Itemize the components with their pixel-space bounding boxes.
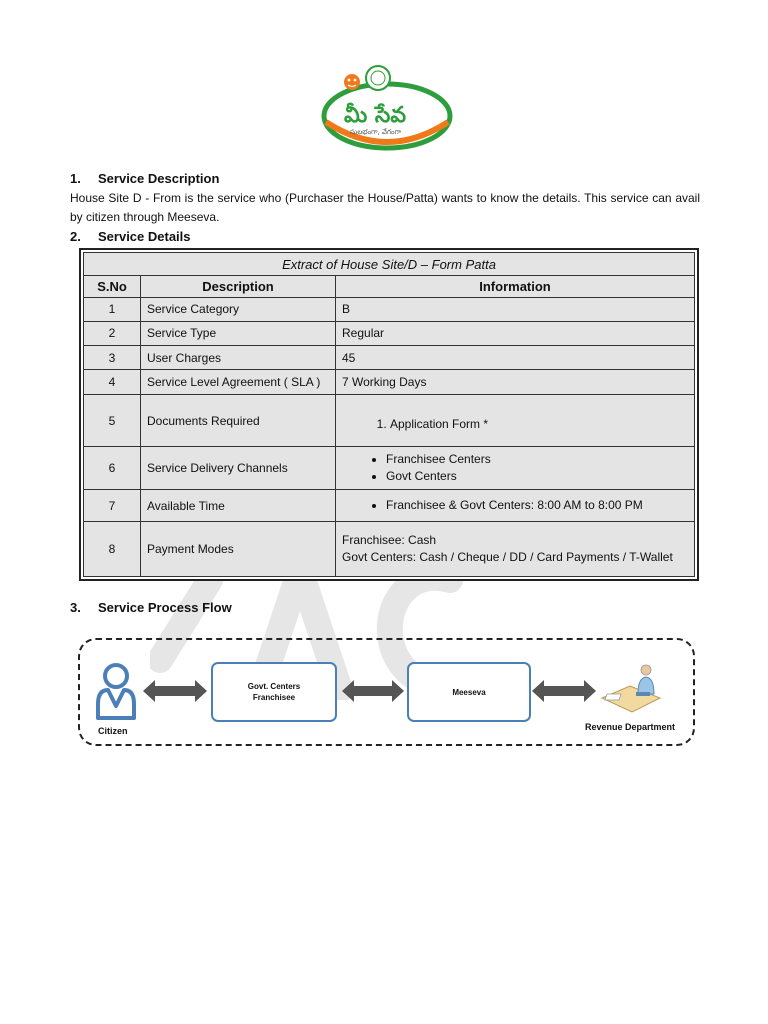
section-heading-description: [70, 171, 219, 186]
row-description: Service Type: [141, 321, 336, 345]
payment-line: Govt Centers: Cash / Cheque / DD / Card Payments / T-Wallet: [342, 550, 673, 565]
table-row: [84, 394, 695, 447]
row-sno: 2: [84, 321, 141, 345]
section-title: Service Details: [98, 229, 191, 244]
meeseva-box: [407, 662, 531, 722]
table-row: [84, 522, 695, 577]
column-header-sno: S.No: [84, 276, 141, 297]
double-arrow-icon: [532, 680, 596, 702]
payment-line: Franchisee: Cash: [342, 533, 437, 548]
box-line: Franchisee: [252, 693, 296, 702]
section-number: 3.: [70, 600, 81, 615]
section-number: 1.: [70, 171, 81, 186]
table-row: [84, 297, 695, 321]
column-header-description: Description: [141, 276, 336, 297]
row-sno: 6: [84, 447, 141, 490]
list-item: • Govt Centers: [386, 468, 688, 485]
row-sno: 4: [84, 370, 141, 394]
row-sno: 1: [84, 297, 141, 321]
row-sno: 5: [84, 394, 141, 447]
row-description: Documents Required: [141, 394, 336, 447]
row-description: Service Category: [141, 297, 336, 321]
row-information: 45: [336, 346, 695, 370]
row-information: [336, 489, 695, 521]
row-description: Payment Modes: [141, 522, 336, 577]
row-information: [336, 447, 695, 490]
row-description: Service Delivery Channels: [141, 447, 336, 490]
column-header-information: Information: [336, 276, 695, 297]
row-description: Available Time: [141, 489, 336, 521]
table-row: [84, 321, 695, 345]
govt-centers-franchisee-box: [211, 662, 337, 722]
section-heading-process-flow: [70, 600, 232, 615]
table-row: [84, 447, 695, 490]
row-description: User Charges: [141, 346, 336, 370]
citizen-icon: [94, 662, 138, 722]
citizen-label: Citizen: [98, 726, 128, 736]
svg-text:సులభంగా, వేగంగా: సులభంగా, వేగంగా: [350, 128, 402, 136]
row-information: 7 Working Days: [336, 370, 695, 394]
row-information: [336, 522, 695, 577]
section-title: Service Description: [98, 171, 220, 186]
service-description-text: House Site D - From is the service who (Purchaser the House/Patta) wants to know the details. This service can avail by citizen through Meeseva.: [70, 191, 700, 224]
row-description: Service Level Agreement ( SLA ): [141, 370, 336, 394]
row-information: [336, 394, 695, 447]
table-row: [84, 489, 695, 521]
section-title: Service Process Flow: [98, 600, 232, 615]
meeseva-logo: [320, 64, 454, 152]
revenue-department-label: Revenue Department: [585, 722, 676, 732]
row-information: B: [336, 297, 695, 321]
process-flow-diagram: [78, 638, 695, 746]
box-line: Meeseva: [452, 687, 486, 697]
svg-text:మీ సేవ: మీ సేవ: [344, 103, 407, 128]
table-row: [84, 370, 695, 394]
row-information: Regular: [336, 321, 695, 345]
double-arrow-icon: [342, 680, 404, 702]
list-item: 1. Application Form *: [390, 417, 688, 431]
row-sno: 8: [84, 522, 141, 577]
list-item: • Franchisee Centers: [386, 451, 688, 468]
row-sno: 7: [84, 489, 141, 521]
list-item: • Franchisee & Govt Centers: 8:00 AM to 8:00 PM: [386, 497, 688, 514]
row-sno: 3: [84, 346, 141, 370]
table-title: Extract of House Site/D – Form Patta: [84, 253, 695, 276]
section-heading-details: [70, 229, 191, 244]
section-number: 2.: [70, 229, 81, 244]
service-details-table: [79, 248, 699, 581]
box-line: Govt. Centers: [247, 682, 301, 691]
table-row: [84, 346, 695, 370]
office-worker-icon: [600, 664, 662, 716]
double-arrow-icon: [143, 680, 207, 702]
